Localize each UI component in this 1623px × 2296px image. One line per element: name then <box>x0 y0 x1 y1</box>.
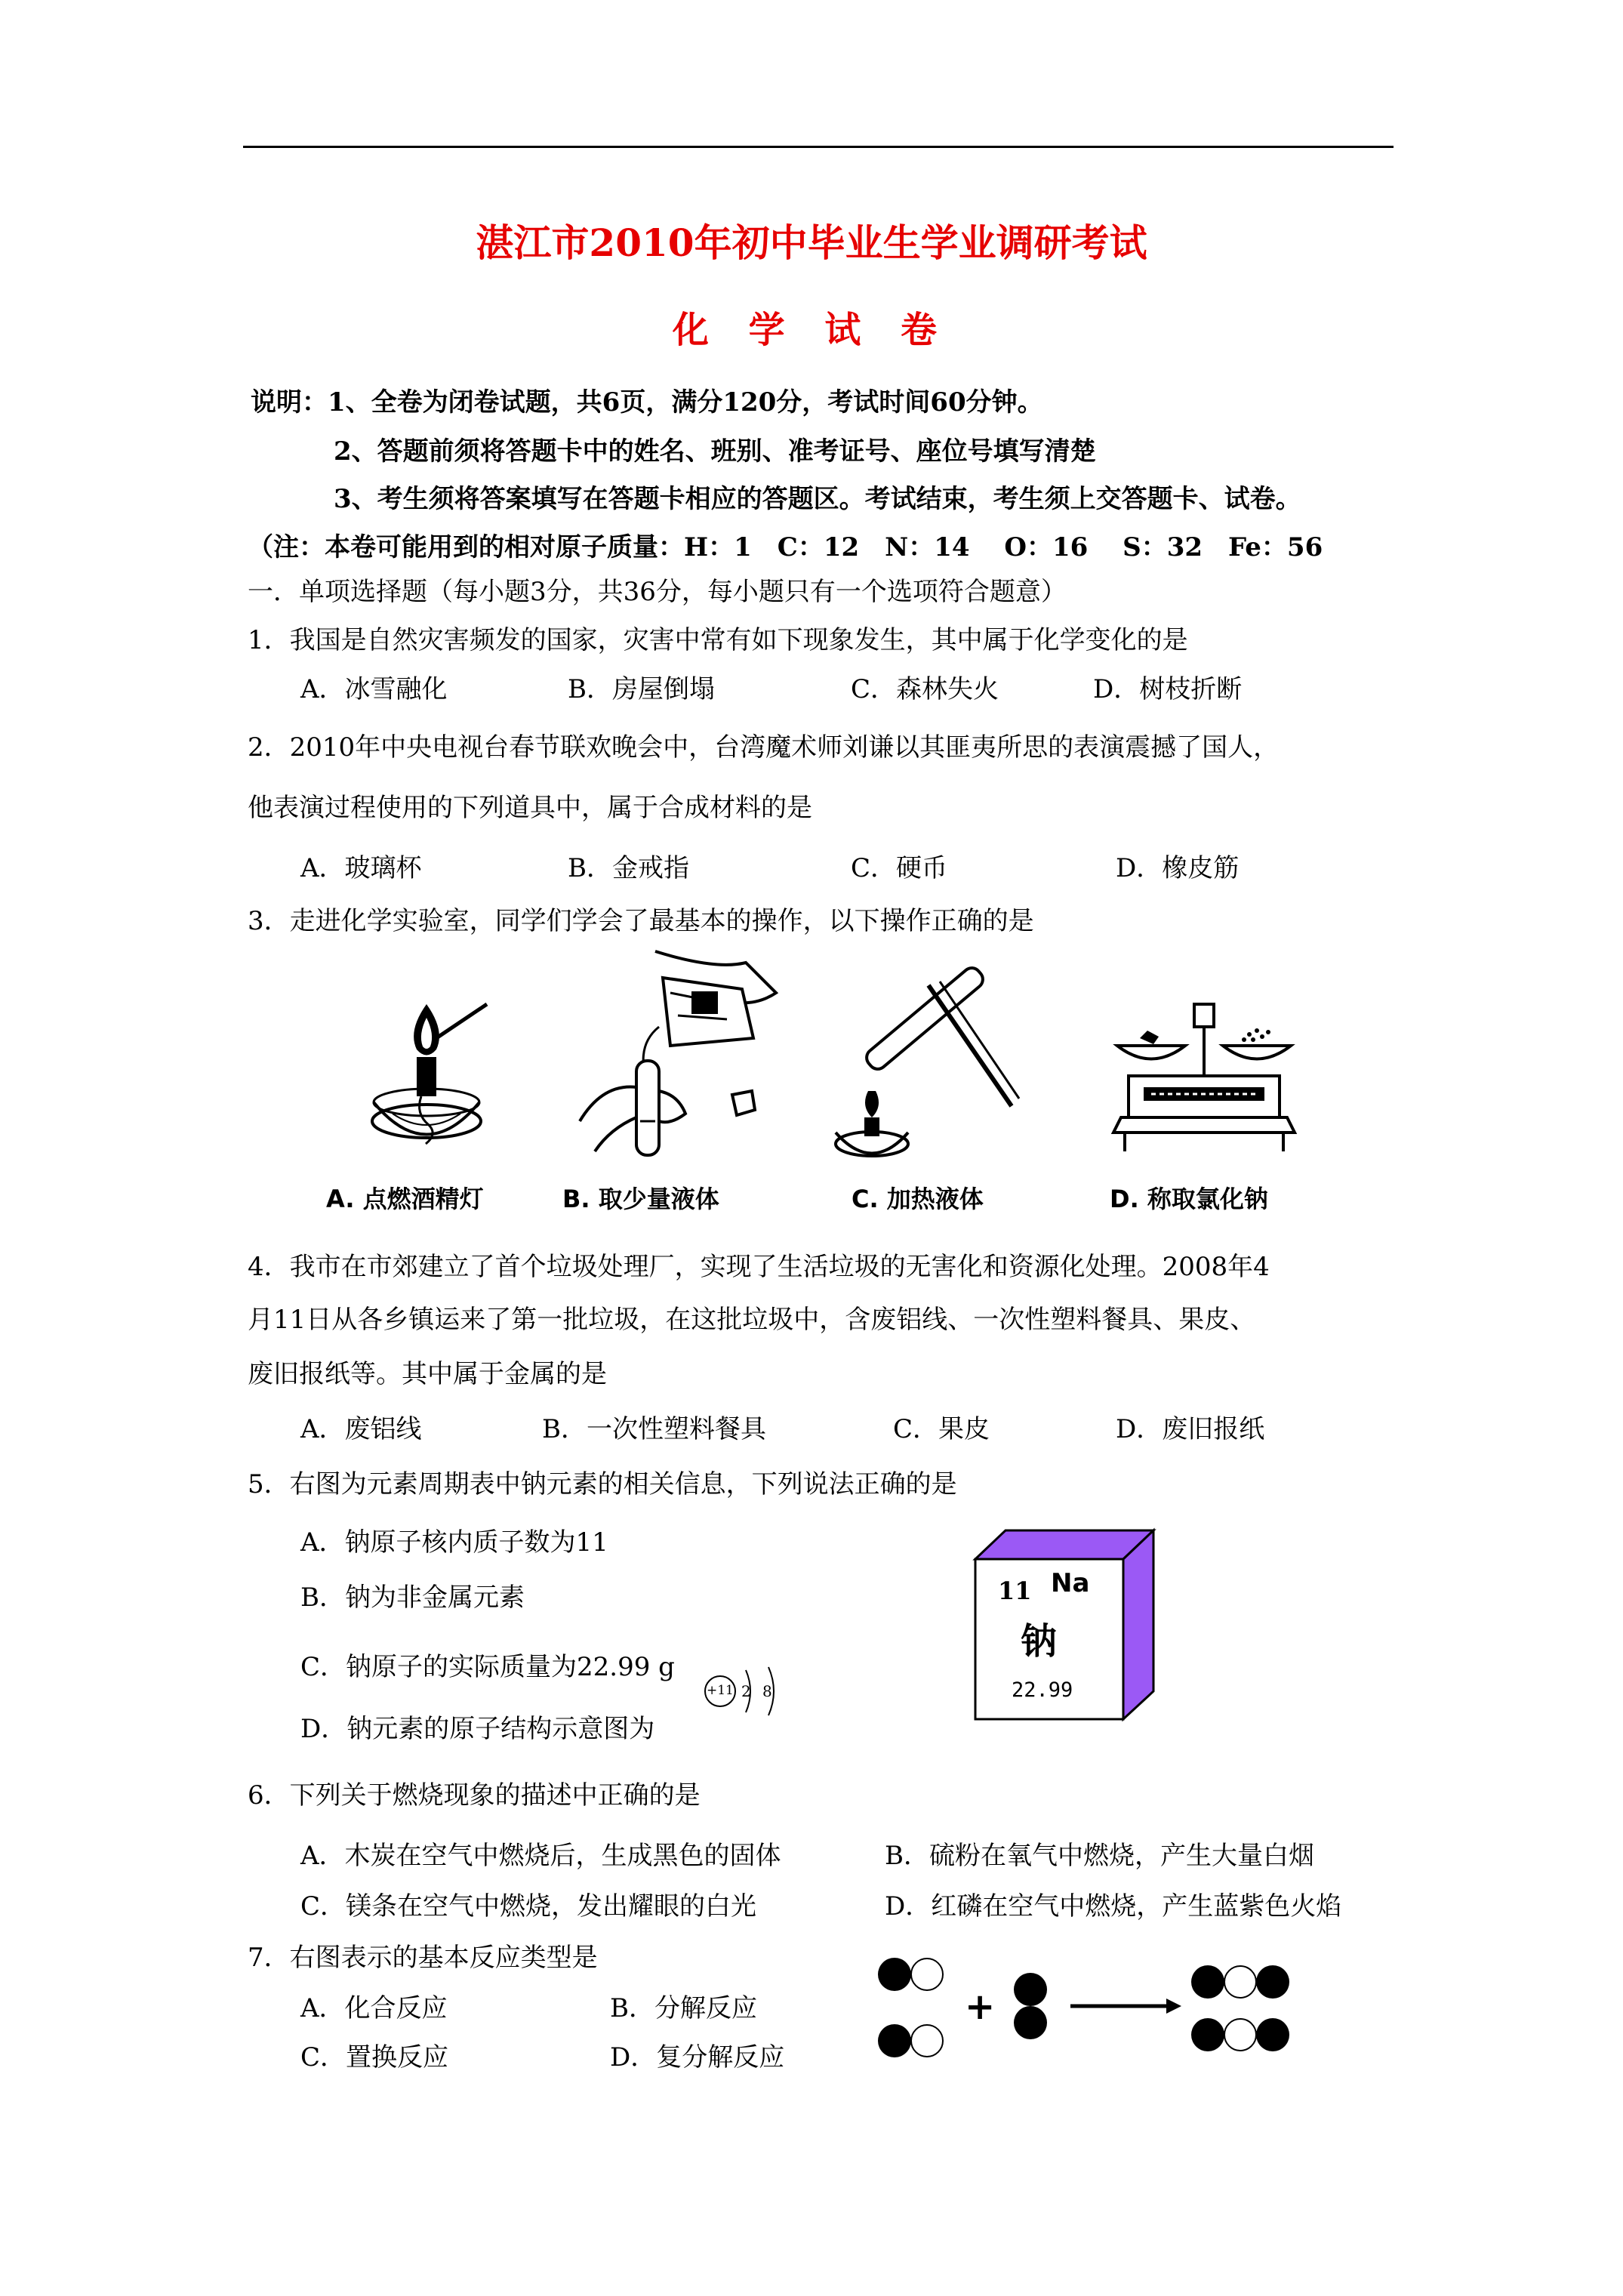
q5-option-b: B．钠为非金属元素 <box>300 1583 525 1613</box>
tile-atomic-mass: 22.99 <box>1012 1678 1073 1702</box>
q2-stem-line1: 2．2010年中央电视台春节联欢晚会中，台湾魔术师刘谦以其匪夷所思的表演震撼了国人， <box>248 732 1280 763</box>
atom-shell1-count: 2 <box>741 1682 751 1700</box>
q4-stem-line1: 4．我市在市郊建立了首个垃圾处理厂，实现了生活垃圾的无害化和资源化处理。2008年4 <box>248 1252 1270 1282</box>
q1-stem: 1．我国是自然灾害频发的国家，灾害中常有如下现象发生，其中属于化学变化的是 <box>248 625 1188 655</box>
q4-option-c: C．果皮 <box>893 1414 990 1444</box>
pouring-liquid-illustration <box>565 948 784 1166</box>
q6-option-a: A．木炭在空气中燃烧后，生成黑色的固体 <box>300 1841 781 1871</box>
atomic-mass-note: （注：本卷可能用到的相对原子质量：H：1 C：12 N：14 O：16 S：32 Fe：56 <box>248 532 1323 562</box>
q6-stem: 6．下列关于燃烧现象的描述中正确的是 <box>248 1780 701 1811</box>
product-molecule-1 <box>1191 1965 1289 1999</box>
q3-stem: 3．走进化学实验室，同学们学会了最基本的操作，以下操作正确的是 <box>248 906 1034 936</box>
q3-option-a: A. 点燃酒精灯 <box>326 1185 484 1213</box>
q3-option-b: B. 取少量液体 <box>562 1185 719 1213</box>
q7-option-b: B．分解反应 <box>610 1993 757 2023</box>
q2-option-a: A．玻璃杯 <box>300 853 422 883</box>
q7-option-a: A．化合反应 <box>300 1993 448 2023</box>
q2-option-d: D．橡皮筋 <box>1116 853 1240 883</box>
atom-structure-diagram <box>702 1661 793 1721</box>
exam-title: 湛江市2010年初中毕业生学业调研考试 <box>476 220 1147 265</box>
q5-stem: 5．右图为元素周期表中钠元素的相关信息，下列说法正确的是 <box>248 1469 957 1499</box>
section-heading: 一．单项选择题（每小题3分，共36分，每小题只有一个选项符合题意） <box>248 577 1067 607</box>
heating-liquid-illustration <box>830 978 1027 1166</box>
reaction-molecule-diagram <box>876 1952 1306 2065</box>
q6-option-b: B．硫粉在氧气中燃烧，产生大量白烟 <box>885 1841 1314 1871</box>
q1-option-d: D．树枝折断 <box>1093 674 1243 704</box>
atom-nucleus-label: +11 <box>707 1683 734 1698</box>
q1-option-a: A．冰雪融化 <box>300 674 448 704</box>
sodium-periodic-tile <box>974 1529 1163 1721</box>
q2-stem-line2: 他表演过程使用的下列道具中，属于合成材料的是 <box>248 793 812 823</box>
balance-weighing-illustration <box>1102 1000 1306 1166</box>
atom-shell2-count: 8 <box>762 1682 772 1700</box>
product-molecule-2 <box>1191 2018 1289 2051</box>
tile-symbol: Na <box>1051 1568 1090 1598</box>
q4-option-a: A．废铝线 <box>300 1414 422 1444</box>
reaction-plus-sign: + <box>965 1986 996 2028</box>
q3-option-c: C. 加热液体 <box>852 1185 984 1213</box>
reactant-molecule-2 <box>878 2024 943 2057</box>
reactant-molecule-1 <box>878 1958 943 1991</box>
q2-option-c: C．硬币 <box>851 853 948 883</box>
instruction-3: 3、考生须将答案填写在答题卡相应的答题区。考试结束，考生须上交答题卡、试卷。 <box>334 484 1301 514</box>
tile-atomic-number: 11 <box>998 1576 1032 1605</box>
q7-stem: 7．右图表示的基本反应类型是 <box>248 1943 598 1973</box>
reactant-molecule-3 <box>1014 1973 1047 2039</box>
tile-element-name: 钠 <box>1021 1620 1058 1663</box>
q6-option-d: D．红磷在空气中燃烧，产生蓝紫色火焰 <box>885 1891 1342 1922</box>
instruction-2: 2、答题前须将答题卡中的姓名、班别、准考证号、座位号填写清楚 <box>334 436 1096 467</box>
top-rule <box>243 146 1394 148</box>
alcohol-lamp-lighting-illustration <box>362 974 491 1163</box>
q1-option-b: B．房屋倒塌 <box>568 674 715 704</box>
paper-subtitle: 化 学 试 卷 <box>672 309 951 351</box>
q7-option-d: D．复分解反应 <box>610 2042 785 2073</box>
q6-option-c: C．镁条在空气中燃烧，发出耀眼的白光 <box>300 1891 757 1922</box>
q4-stem-line3: 废旧报纸等。其中属于金属的是 <box>248 1359 607 1389</box>
q5-option-d: D．钠元素的原子结构示意图为 <box>300 1714 655 1744</box>
q1-option-c: C．森林失火 <box>851 674 999 704</box>
q4-option-b: B．一次性塑料餐具 <box>542 1414 766 1444</box>
q5-option-c: C．钠原子的实际质量为22.99 g <box>300 1652 675 1682</box>
q5-option-a: A．钠原子核内质子数为11 <box>300 1527 608 1558</box>
q2-option-b: B．金戒指 <box>568 853 689 883</box>
q4-option-d: D．废旧报纸 <box>1116 1414 1265 1444</box>
q4-stem-line2: 月11日从各乡镇运来了第一批垃圾，在这批垃圾中，含废铝线、一次性塑料餐具、果皮、 <box>248 1305 1256 1335</box>
q7-option-c: C．置换反应 <box>300 2042 449 2073</box>
instruction-1: 说明：1、全卷为闭卷试题，共6页，满分120分，考试时间60分钟。 <box>251 387 1043 418</box>
q3-option-d: D. 称取氯化钠 <box>1110 1185 1268 1213</box>
